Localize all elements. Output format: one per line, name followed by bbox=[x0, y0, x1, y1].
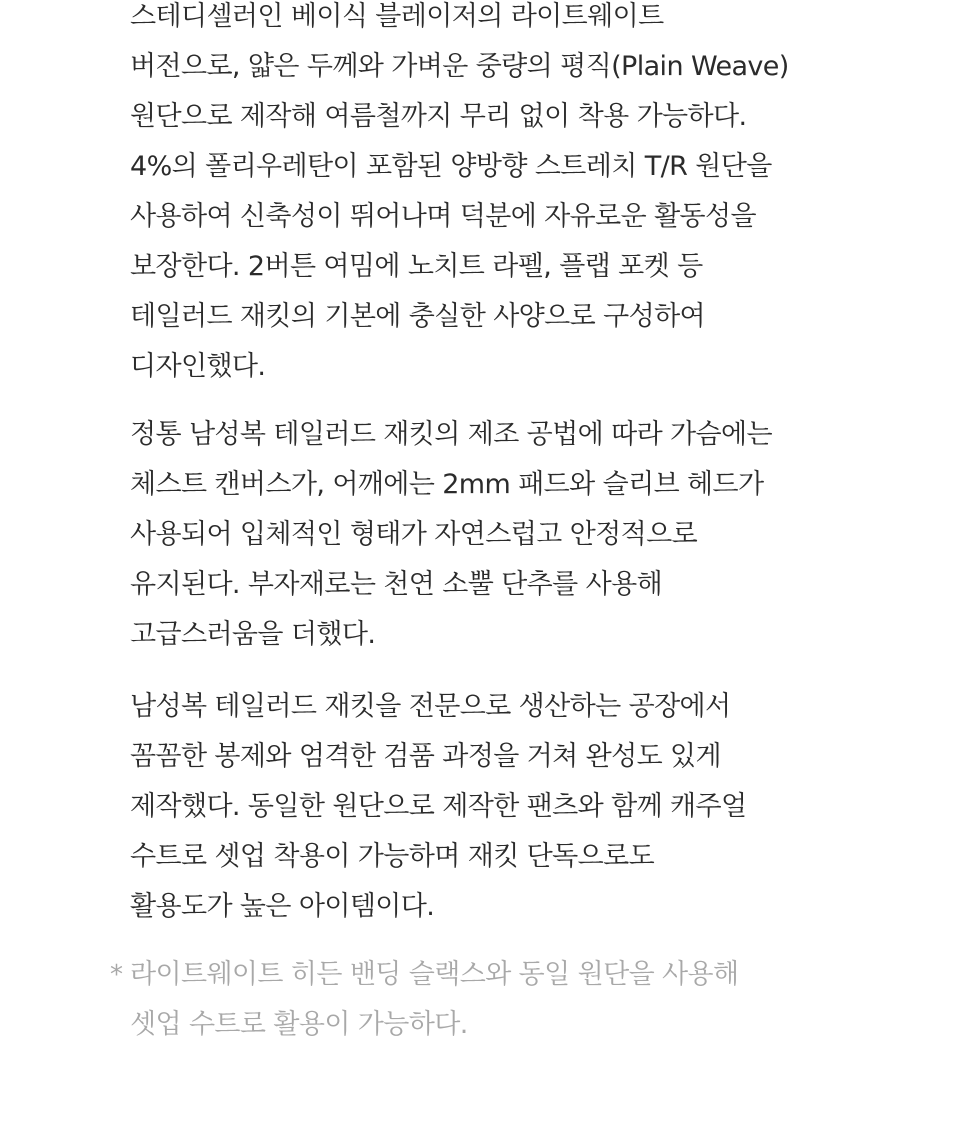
text-line: 고급스러움을 더했다. bbox=[130, 619, 376, 650]
text-line: 스테디셀러인 베이식 블레이저의 라이트웨이트 bbox=[130, 1, 664, 32]
text-line: 제작했다. 동일한 원단으로 제작한 팬츠와 함께 캐주얼 bbox=[130, 791, 747, 822]
text-line: 꼼꼼한 봉제와 엄격한 검품 과정을 거쳐 완성도 있게 bbox=[130, 741, 721, 772]
text-line: 사용하여 신축성이 뛰어나며 덕분에 자유로운 활동성을 bbox=[130, 201, 756, 232]
footnote-line: 셋업 수트로 활용이 가능하다. bbox=[130, 1009, 468, 1040]
description-paragraph-construction bbox=[130, 410, 772, 660]
footnote-marker: * bbox=[110, 960, 123, 990]
footnote-line: 라이트웨이트 히든 밴딩 슬랙스와 동일 원단을 사용해 bbox=[130, 959, 739, 990]
text-line: 활용도가 높은 아이템이다. bbox=[130, 891, 435, 922]
footnote-text bbox=[130, 950, 739, 1050]
text-line: 4%의 폴리우레탄이 포함된 양방향 스트레치 T/R 원단을 bbox=[130, 151, 772, 182]
text-line: 유지된다. 부자재로는 천연 소뿔 단추를 사용해 bbox=[130, 569, 663, 600]
text-line: 남성복 테일러드 재킷을 전문으로 생산하는 공장에서 bbox=[130, 691, 731, 722]
text-line: 사용되어 입체적인 형태가 자연스럽고 안정적으로 bbox=[130, 519, 698, 550]
text-line: 정통 남성복 테일러드 재킷의 제조 공법에 따라 가슴에는 bbox=[130, 419, 772, 450]
text-line: 원단으로 제작해 여름철까지 무리 없이 착용 가능하다. bbox=[130, 101, 747, 132]
text-line: 체스트 캔버스가, 어깨에는 2mm 패드와 슬리브 헤드가 bbox=[130, 469, 764, 500]
text-line: 디자인했다. bbox=[130, 351, 266, 382]
description-paragraph-fabric bbox=[130, 0, 789, 392]
text-line: 테일러드 재킷의 기본에 충실한 사양으로 구성하여 bbox=[130, 301, 706, 332]
text-line: 버전으로, 얇은 두께와 가벼운 중량의 평직(Plain Weave) bbox=[130, 51, 789, 82]
text-line: 보장한다. 2버튼 여밈에 노치트 라펠, 플랩 포켓 등 bbox=[130, 251, 703, 282]
text-line: 수트로 셋업 착용이 가능하며 재킷 단독으로도 bbox=[130, 841, 655, 872]
description-paragraph-manufacturing bbox=[130, 682, 746, 932]
